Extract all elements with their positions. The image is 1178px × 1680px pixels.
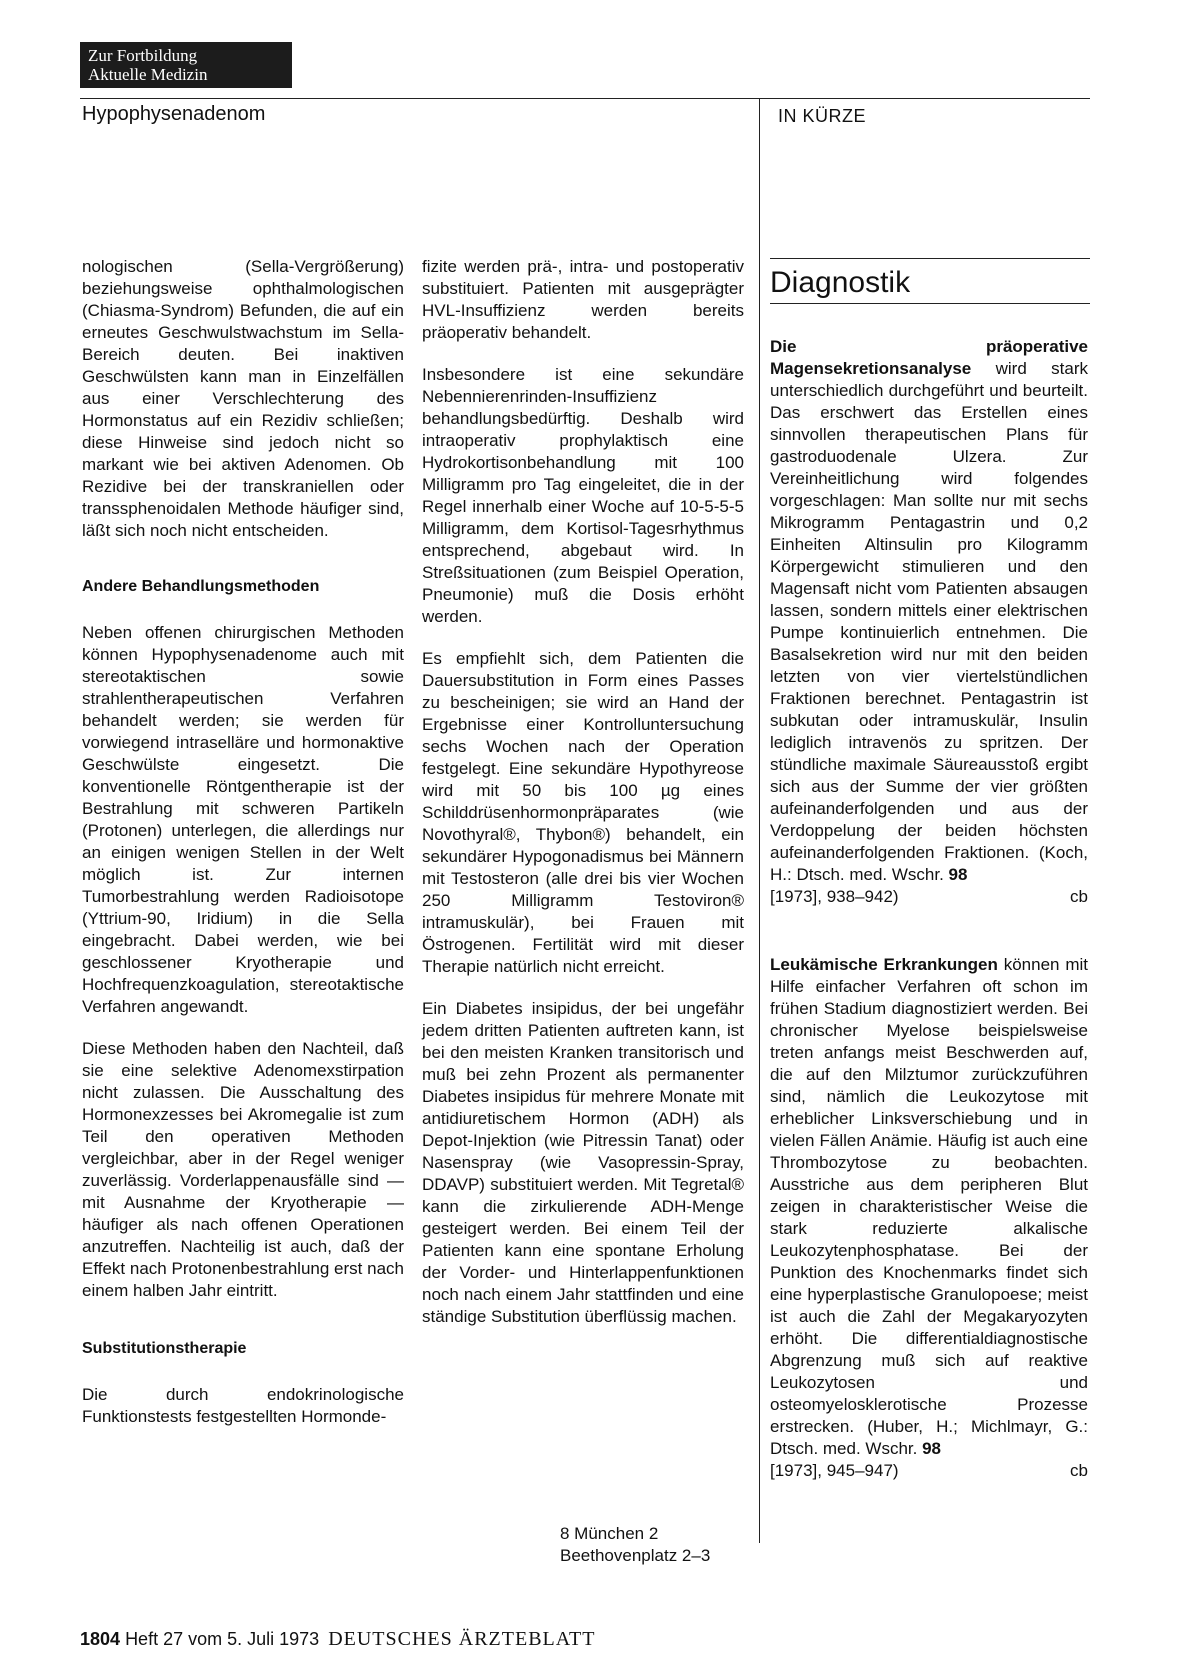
address-line: 8 München 2 [560, 1524, 659, 1543]
paragraph: Neben offenen chirurgischen Methoden können Hypophysenadenome auch mit stereotaktischen sowie strahlentherapeutischen Verfahren behandelt werden; sie werden für vorwiegend intraselläre und hormonaktive Geschwülste eingesetzt. Die konventionelle Röntgentherapie ist der Bestrahlung mit schweren Partikeln (Protonen) unterlegen, die allerdings nur an einigen wenigen Stellen in der Welt möglich ist. Zur internen Tumorbestrahlung werden Radioisotope (Yttrium-90, Iridium) in die Sella eingebracht. Dabei werden, wie bei geschlossener Kryotherapie und Hochfrequenzkoagulation, stereotaktische Verfahren angewandt. [82, 623, 404, 1016]
brief-item-title: Leukämische Erkrankungen [770, 955, 998, 974]
author-address [560, 1523, 710, 1567]
subheading-other-methods: Andere Behandlungsmethoden [82, 578, 320, 595]
brief-item-volume: 98 [922, 1439, 942, 1458]
section-label-box [80, 42, 292, 88]
brief-item-text: wird stark unterschiedlich durchgeführt und beurteilt. Das erschwert das Erstellen eines sinnvollen therapeutischen Plans für gastroduodenale Ulzera. Zur Vereinheitlichung wird folgendes vorgeschlagen: Man sollte nur mit sechs Mikrogramm Pentagastrin und 0,2 Einheiten Altinsulin pro Kilogramm Körpergewicht stimulieren und den Magensaft nicht vom Patienten absaugen lassen, sondern mittels einer elektrischen Pumpe kontinuierlich entnehmen. Die Basalsekretion wird nur mit den beiden letzten von vier viertelstündlichen Fraktionen berechnet. Pentagastrin ist subkutan oder intramuskulär, Insulin lediglich intravenös zu spritzen. Der stündliche maximale Säureausstoß ergibt sich aus der Summe der vier größten aufeinanderfolgenden und aus der Verdoppelung der beiden höchsten aufeinanderfolgenden Fraktionen. (Koch, H.: Dtsch. med. Wschr. [770, 359, 1088, 884]
brief-item-text: können mit Hilfe einfacher Verfahren oft schon im frühen Stadium diagnostiziert werden. Bei chronischer Myelose beispielsweise treten anfangs meist Beschwerden auf, die auf den Milztumor zurückzuführen sind, nämlich die Leukozytose mit erheblicher Linksverschiebung und in vielen Fällen Anämie. Häufig ist auch eine Thrombozytose zu beobachten. Ausstriche aus dem peripheren Blut zeigen in charakteristischer Weise die stark reduzierte alkalische Leukozytenphosphatase. Bei der Punktion des Knochenmarks findet sich eine hyperplastische Granulopoese; meist ist auch die Zahl der Megakaryozyten erhöht. Die differentialdiagnostische Abgrenzung muß sich auf reaktive Leukozytosen und osteomyelosklerotische Prozesse erstrecken. (Huber, H.; Michlmayr, G.: Dtsch. med. Wschr. [770, 955, 1088, 1458]
sidebar-title: IN KÜRZE [778, 106, 867, 126]
page-footer [80, 1628, 595, 1651]
brief-item-signature: cb [1070, 887, 1088, 906]
column-3 [770, 336, 1088, 1502]
section-label-line1: Zur Fortbildung [88, 46, 198, 65]
paragraph: fizite werden prä-, intra- und postoperativ substituiert. Patienten mit ausgeprägter HVL-Insuffizienz werden bereits präoperativ behandelt. [422, 257, 744, 342]
brief-item-reference: [1973], 945–947) [770, 1461, 899, 1480]
paragraph: Diese Methoden haben den Nachteil, daß sie eine selektive Adenomexstirpation nicht zulassen. Die Ausschaltung des Hormonexzesses bei Akromegalie ist zum Teil den operativen Methoden vergleichbar, aber in der Regel weniger zuverlässig. Vorderlappenausfälle sind — mit Ausnahme der Kryotherapie — häufiger als nach offenen Operationen anzutreffen. Nachteilig ist auch, daß der Effekt nach Protonenbestrahlung erst nach einem halben Jahr eintritt. [82, 1039, 404, 1300]
subheading-substitution: Substitutionstherapie [82, 1340, 247, 1357]
brief-item-reference: [1973], 938–942) [770, 887, 899, 906]
diagnostik-top-rule [770, 258, 1090, 259]
paragraph: Es empfiehlt sich, dem Patienten die Dauersubstitution in Form eines Passes zu bescheinigen; sie wird an Hand der Ergebnisse einer Kontrolluntersuchung sechs Wochen nach der Operation festgelegt. Eine sekundäre Hypothyreose wird mit 50 bis 100 µg eines Schilddrüsenhormonpräparates (wie Novothyral®, Thybon®) behandelt, ein sekundärer Hypogonadismus bei Männern mit Testosteron (alle drei bis vier Wochen 250 Milligramm Testoviron® intramuskulär), bei Frauen mit Östrogenen. Fertilität wird mit dieser Therapie natürlich nicht erreicht. [422, 649, 744, 976]
journal-name: DEUTSCHES ÄRZTEBLATT [328, 1628, 596, 1650]
brief-item [770, 954, 1088, 1482]
page-number: 1804 [80, 1629, 121, 1649]
diagnostik-bottom-rule [770, 303, 1090, 304]
paragraph: Insbesondere ist eine sekundäre Nebennierenrinden-Insuffizienz behandlungsbedürftig. Deshalb wird intraoperativ prophylaktisch eine Hydrokortisonbehandlung mit 100 Milligramm pro Tag eingeleitet, die in der Regel innerhalb einer Woche auf 10-5-5-5 Milligramm, dem Kortisol-Tagesrhythmus entsprechend, abgebaut wird. In Streßsituationen (zum Beispiel Operation, Pneumonie) muß die Dosis erhöht werden. [422, 365, 744, 626]
brief-item-signature: cb [1070, 1461, 1088, 1480]
section-label-line2: Aktuelle Medizin [88, 65, 208, 84]
brief-item-title: Die präoperative Magensekretionsanalyse [770, 337, 1088, 378]
header-rule [80, 98, 1090, 99]
paragraph: Die durch endokrinologische Funktionstests festgestellten Hormonde- [82, 1385, 404, 1426]
column-2 [422, 256, 744, 1348]
section-title: Hypophysenadenom [82, 103, 266, 125]
paragraph: Ein Diabetes insipidus, der bei ungefähr jedem dritten Patienten auftreten kann, ist bei den meisten Kranken transitorisch und muß bei zehn Prozent als permanenter Diabetes insipidus für mehrere Monate mit antidiuretischem Hormon (ADH) als Depot-Injektion (wie Pitressin Tanat) oder Nasenspray (wie Vasopressin-Spray, DDAVP) substituiert werden. Mit Tegretal® kann die zirkulierende ADH-Menge gesteigert werden. Bei einem Teil der Patienten kann eine spontane Erholung der Vorder- und Hinterlappenfunktionen noch nach einem Jahr stattfinden und eine ständige Substitution überflüssig machen. [422, 999, 744, 1326]
paragraph: nologischen (Sella-Vergrößerung) beziehungsweise ophthalmologischen (Chiasma-Syndrom) Befunden, die auf ein erneutes Geschwulstwachstum im Sella-Bereich deuten. Bei inaktiven Geschwülsten kann man in Einzelfällen aus einer Verschlechterung des Hormonstatus auf ein Rezidiv schließen; diese Hinweise sind jedoch nicht so markant wie bei aktiven Adenomen. Ob Rezidive bei der transkraniellen oder transsphenoidalen Methode häufiger sind, läßt sich noch nicht entscheiden. [82, 257, 404, 540]
brief-item-volume: 98 [948, 865, 968, 884]
diagnostik-heading: Diagnostik [770, 266, 911, 299]
address-line: Beethovenplatz 2–3 [560, 1546, 711, 1565]
column-1 [82, 256, 404, 1448]
brief-item [770, 336, 1088, 908]
issue-info: Heft 27 vom 5. Juli 1973 [125, 1629, 320, 1649]
sidebar-divider [759, 98, 760, 1543]
